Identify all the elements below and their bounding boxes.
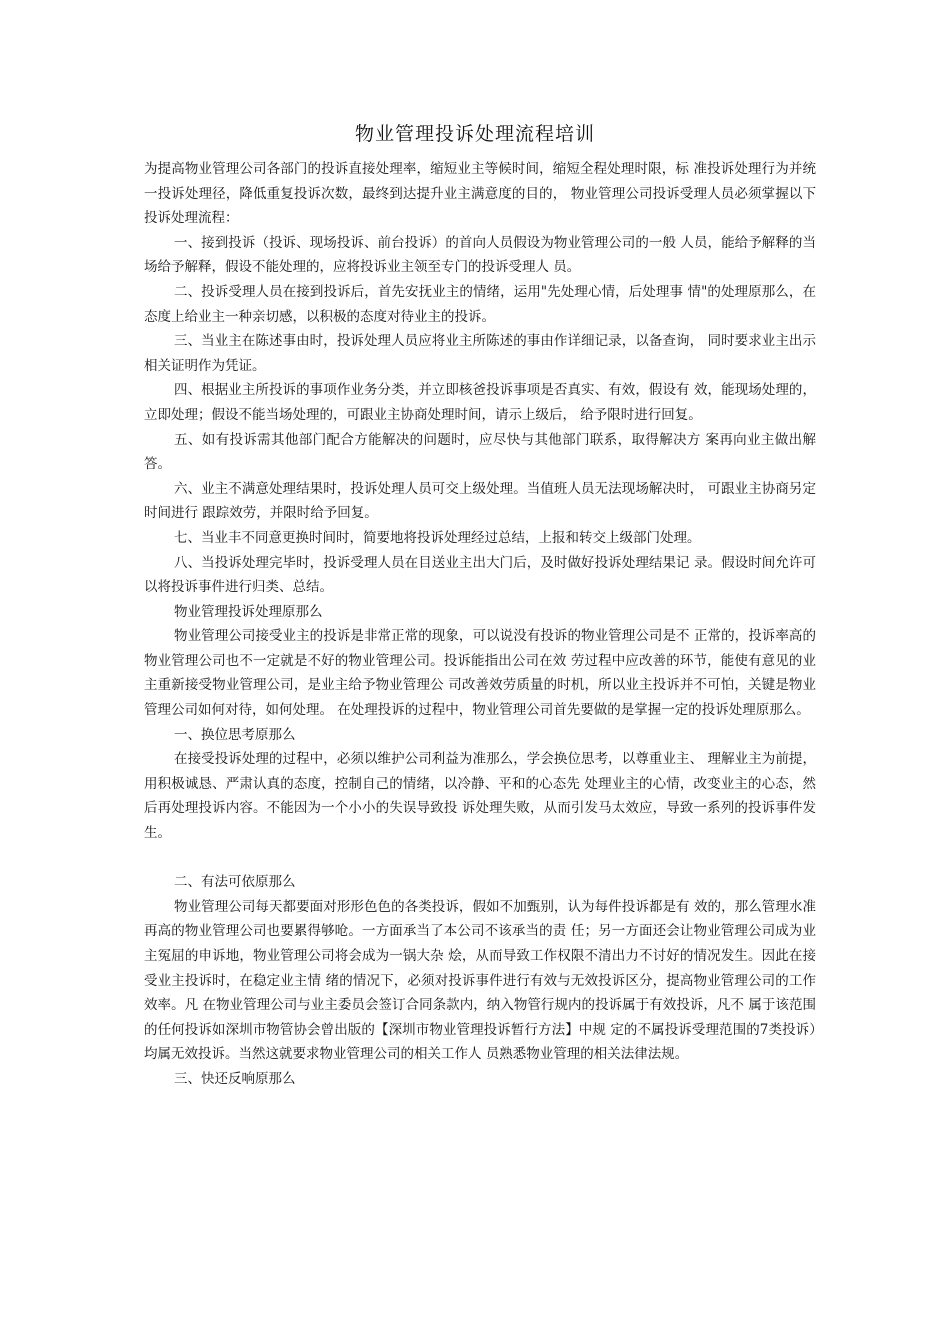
step-5-paragraph: 五、如有投诉需其他部门配合方能解决的问题时，应尽快与其他部门联系，取得解决方 案再向业主做出解答。 (144, 431, 816, 473)
principles-heading: 物业管理投诉处理原那么 (174, 603, 323, 620)
principle-2-heading: 二、有法可依原那么 (174, 874, 296, 891)
step-4-paragraph: 四、根据业主所投诉的事项作业务分类，并立即核爸投诉事项是否真实、有效，假设有 效，能现场处理的，立即处理；假设不能当场处理的，可跟业主协商处理时间，请示上级后， 给予限时进行回复。 (144, 382, 816, 423)
principle-1-heading: 一、换位思考原那么 (174, 726, 296, 743)
step-7-paragraph: 七、当业丰不同意更换时间时，简要地将投诉处理经过总结，上报和转交上级部门处理。 (174, 529, 701, 546)
step-2-paragraph: 二、投诉受理人员在接到投诉后，首先安抚业主的情绪，运用"先处理心情，后处理事 情"的处理原那么，在态度上给业主一种亲切感，以积极的态度对待业主的投诉。 (144, 283, 816, 325)
principle-2-paragraph: 物业管理公司每天都要面对形形色色的各类投诉，假如不加甄别，认为每件投诉都是有 效的，那么管理水准再高的物业管理公司也要累得够呛。一方面承当了本公司不该承当的责 任；另一方面还会让物业管理公司成为业主冤屈的申诉地，物业管理公司将会成为一锅大杂 烩，从而导致工作权限不清出力不讨好的情况发生。因此在接受业主投诉时，在稳定业主情 绪的情况下，必须对投诉事件进行有效与无效投诉区分，提高物业管理公司的工作效率。凡 在物业管理公司与业主委员会签订合同条款内，纳入物管行规内的投诉属于有效投诉，凡不 属于该范围的任何投诉如深圳市物管协会曾出版的【深圳市物业管理投诉暂行方法】中规 定的不属投诉受理范围的7类投诉）均属无效投诉。当然这就要求物业管理公司的相关工作人 员熟悉物业管理的相关法律法规。 (144, 898, 816, 1063)
principles-intro-paragraph: 物业管理公司接受业主的投诉是非常正常的现象，可以说没有投诉的物业管理公司是不 正常的，投诉率高的物业管理公司也不一定就是不好的物业管理公司。投诉能指出公司在效 劳过程中应改善的环节，能使有意见的业主重新接受物业管理公司，是业主给予物业管理公 司改善效劳质量的时机，所以业主投诉并不可怕，关键是物业管理公司如何对待，如何处理。 在处理投诉的过程中，物业管理公司首先要做的是掌握一定的投诉处理原那么。 (144, 628, 816, 719)
step-6-paragraph: 六、业主不满意处理结果时，投诉处理人员可交上级处理。当值班人员无法现场解决时， 可跟业主协商另定时间进行 跟踪效劳，并限时给予回复。 (144, 480, 816, 522)
step-3-paragraph: 三、当业主在陈述事由时，投诉处理人员应将业主所陈述的事由作详细记录，以备查询， 同时要求业主出示相关证明作为凭证。 (144, 333, 816, 374)
principle-1-paragraph: 在接受投诉处理的过程中，必须以维护公司利益为准那么，学会换位思考，以尊重业主、 理解业主为前提，用积极诚恳、严肃认真的态度，控制自己的情绪，以冷静、平和的心态先 处理业主的心情，改变业主的心态，然后再处理投诉内容。不能因为一个小小的失误导致投 诉处理失败，从而引发马太效应，导致一系列的投诉事件发生。 (144, 751, 816, 842)
document-body (144, 157, 816, 1092)
step-8-paragraph: 八、当投诉处理完毕时，投诉受理人员在目送业主出大门后，及时做好投诉处理结果记 录。假设时间允许可以将投诉事件进行归类、总结。 (144, 554, 816, 596)
principle-3-heading: 三、快还反响原那么 (174, 1070, 296, 1087)
intro-paragraph: 为提高物业管理公司各部门的投诉直接处理率，缩短业主等候时间，缩短全程处理时限，标 准投诉处理行为并统一投诉处理径，降低重复投诉次数，最终到达提升业主满意度的目的， 物业管理公司投诉受理人员必须掌握以下投诉处理流程： (144, 161, 816, 227)
step-1-paragraph: 一、接到投诉（投诉、现场投诉、前台投诉）的首向人员假设为物业管理公司的一般 人员，能给予解释的当场给予解释，假设不能处理的，应将投诉业主领至专门的投诉受理人 员。 (144, 234, 816, 276)
document-title: 物业管理投诉处理流程培训 (354, 123, 595, 145)
